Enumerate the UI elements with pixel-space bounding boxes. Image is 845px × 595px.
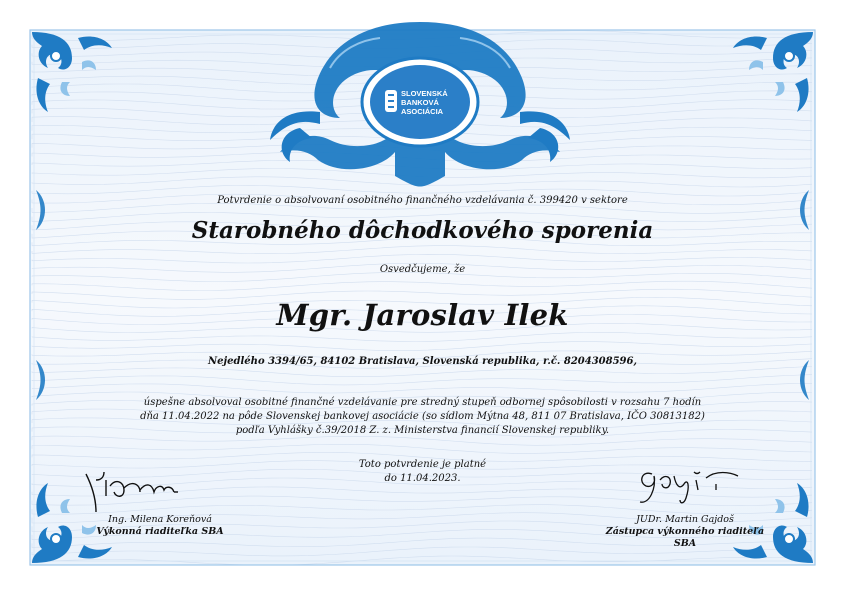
logo-line-1: SLOVENSKÁ <box>401 89 448 98</box>
certify-line: Osvedčujeme, že <box>379 264 466 275</box>
signature-right-role: Zástupca výkonného riaditeľa SBA <box>605 526 765 549</box>
logo-line-3: ASOCIÁCIA <box>401 107 444 116</box>
recipient-details: Nejedlého 3394/65, 84102 Bratislava, Slovenská republika, r.č. 8204308596, <box>208 356 637 367</box>
logo-line-2: BANKOVÁ <box>401 98 439 107</box>
confirmation-line: Potvrdenie o absolvovaní osobitného finančného vzdelávania č. 399420 v sektore <box>217 195 628 206</box>
validity-line-1: Toto potvrdenie je platné <box>358 459 487 470</box>
signature-right-name: JUDr. Martin Gajdoš <box>636 514 734 525</box>
body-line-1: úspešne absolvoval osobitné finančné vzdelávanie pre stredný stupeň odbornej spôsobilosti v rozsahu 7 hodín <box>143 397 702 408</box>
signature-right-block <box>600 514 770 550</box>
validity-line-2: do 11.04.2023. <box>384 473 461 484</box>
signature-left-role: Výkonná riaditeľka SBA <box>96 526 224 537</box>
signature-left-block <box>80 514 240 538</box>
body-line-2: dňa 11.04.2022 na pôde Slovenskej bankovej asociácie (so sídlom Mýtna 48, 811 07 Bratislava, IČO 30813182) <box>140 411 705 422</box>
sba-logo-icon <box>385 90 397 112</box>
sector-title: Starobného dôchodkového sporenia <box>191 217 654 244</box>
recipient-name: Mgr. Jaroslav Ilek <box>276 298 569 332</box>
body-line-3: podľa Vyhlášky č.39/2018 Z. z. Ministerstva financií Slovenskej republiky. <box>235 425 610 436</box>
signature-left-name: Ing. Milena Koreňová <box>108 514 212 525</box>
